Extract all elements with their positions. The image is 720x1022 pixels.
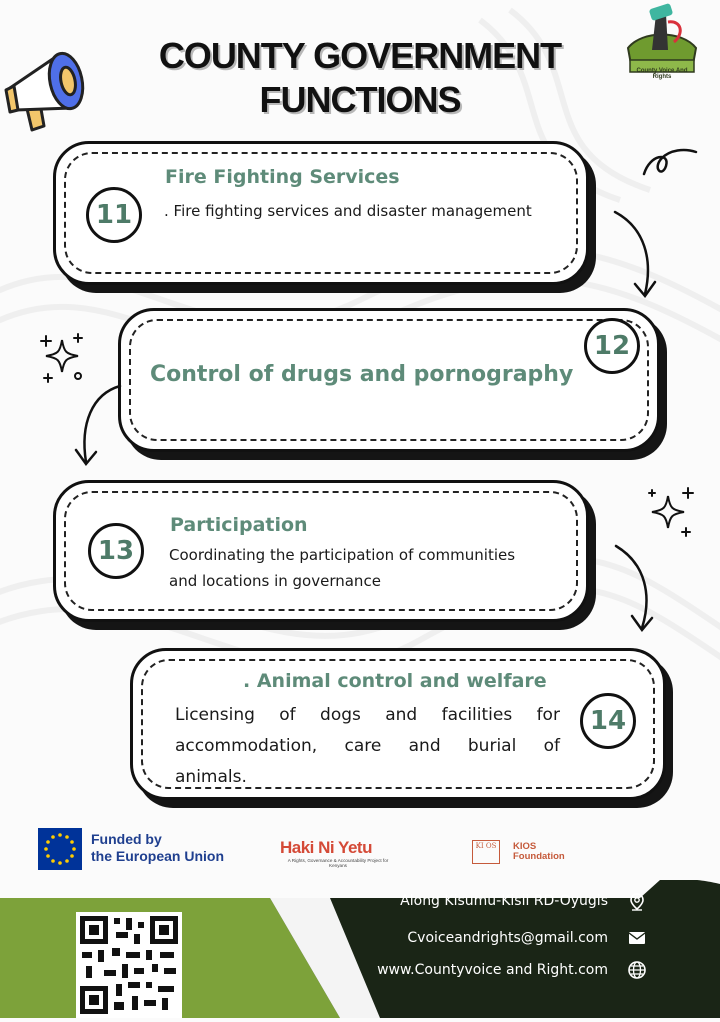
envelope-icon: [627, 928, 647, 948]
card-body-14-line-2: accommodation, care and burial of: [175, 736, 560, 756]
logo-caption: County Voice And Rights: [636, 68, 688, 80]
card-body-14-line-3: animals.: [175, 767, 247, 787]
card-body-13-line-2: and locations in governance: [169, 572, 381, 590]
card-heading-12: Control of drugs and pornography: [150, 362, 574, 387]
haki-ni-yetu-logo: Haki Ni Yetu: [280, 838, 372, 857]
number-badge-12: 12: [584, 318, 640, 374]
sparkle-icon: [644, 484, 696, 538]
county-voice-logo: [622, 0, 702, 78]
curl-decoration: [640, 144, 700, 184]
footer-email[interactable]: Cvoiceandrights@gmail.com: [407, 930, 608, 946]
card-heading-11: Fire Fighting Services: [165, 166, 400, 188]
kios-mark-icon: KI OS: [472, 840, 500, 864]
location-pin-icon: [627, 892, 647, 912]
card-heading-14: . Animal control and welfare: [243, 670, 547, 692]
sparkle-icon: [38, 330, 88, 386]
qr-code-image: [76, 912, 182, 1018]
card-body-14-line-1: Licensing of dogs and facilities for: [175, 705, 560, 725]
eu-funding-label: Funded by the European Union: [91, 831, 224, 864]
arrow-down-right-icon: [605, 206, 665, 302]
globe-icon: [627, 960, 647, 980]
arrow-down-left-icon: [66, 380, 126, 470]
kios-foundation-logo: KIOS Foundation: [513, 841, 565, 862]
arrow-down-right-icon: [608, 540, 664, 636]
haki-ni-yetu-tagline: A Rights, Governance & Accountability Project for Kenyans: [287, 858, 389, 868]
card-body-13-line-1: Coordinating the participation of communities: [169, 546, 516, 564]
footer-address: Along Kisumu-Kisii RD-Oyugis: [400, 893, 608, 909]
qr-code[interactable]: [76, 912, 182, 1018]
title-line-1: COUNTY GOVERNMENT: [158, 35, 562, 76]
number-badge-13: 13: [88, 523, 144, 579]
card-heading-13: Participation: [170, 514, 308, 536]
footer-website[interactable]: www.Countyvoice and Right.com: [377, 962, 608, 978]
card-body-11: . Fire fighting services and disaster management: [164, 202, 532, 220]
number-badge-14: 14: [580, 693, 636, 749]
number-badge-11: 11: [86, 187, 142, 243]
eu-flag-icon: [38, 828, 82, 870]
title-line-2: FUNCTIONS: [259, 79, 461, 120]
page-title: [0, 34, 720, 122]
